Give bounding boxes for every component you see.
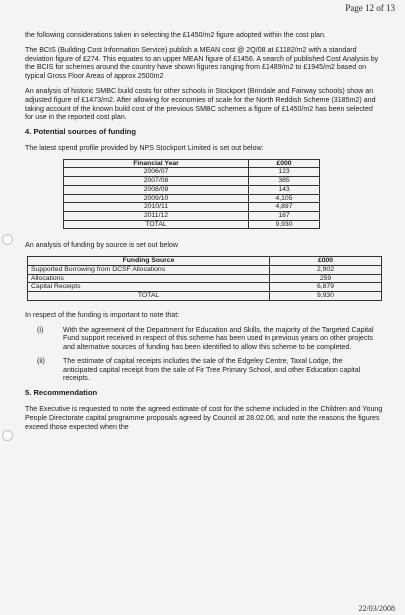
- table-row: [64, 177, 320, 186]
- table-cell: 143: [249, 185, 320, 194]
- column-header: £000: [249, 159, 320, 168]
- table-cell: 123: [249, 168, 320, 177]
- table-row: [64, 211, 320, 220]
- paragraph: The latest spend profile provided by NPS Stockport Limited is set out below:: [25, 143, 264, 152]
- table-cell: 4,897: [249, 203, 320, 212]
- section-heading: 4. Potential sources of funding: [25, 127, 136, 137]
- paragraph: In respect of the funding is important to note that:: [25, 310, 180, 319]
- table-cell: 2008/09: [64, 185, 249, 194]
- paragraph: The Executive is requested to note the agreed estimate of cost for the scheme included in the Children and Young People Directorate capital programme proposals agreed by Council at 28.02.06, and note the reasons the figures exceed those expected when the: [25, 405, 383, 431]
- table-cell: 2,902: [270, 265, 382, 274]
- paragraph: An analysis of funding by source is set out below: [25, 241, 178, 250]
- funding-source-table: [27, 256, 382, 301]
- table-cell: 6,879: [270, 283, 382, 292]
- table-cell: 187: [249, 211, 320, 220]
- table-cell: 385: [249, 177, 320, 186]
- paragraph: The BCIS (Building Cost Information Service) publish a MEAN cost @ 2Q/08 at £1182/m2 with a standard deviation figure of £274. This equates to an upper MEAN figure of £1456. A search of published Cost Analysis by the BCIS for schemes around the country have shown figures ranging from £1489/m2 to £1945/m2 based on typical Gross Floor Areas of approx 2500m2: [25, 45, 379, 81]
- table-cell: Capital Receipts: [28, 283, 270, 292]
- table-cell: 2006/07: [64, 168, 249, 177]
- note-item: [25, 357, 383, 383]
- table-cell: 2009/10: [64, 194, 249, 203]
- table-cell: Supported Borrowing from DCSF Allocations: [28, 265, 270, 274]
- table-row: [28, 265, 382, 274]
- table-cell: 2010/11: [64, 203, 249, 212]
- note-item: [25, 326, 383, 352]
- table-header-row: [28, 257, 382, 266]
- table-row: [64, 194, 320, 203]
- total-value: 9,930: [270, 292, 382, 301]
- table-header-row: [64, 159, 320, 168]
- table-total-row: [28, 292, 382, 301]
- column-header: Funding Source: [28, 257, 270, 266]
- column-header: £000: [270, 257, 382, 266]
- table-row: [28, 283, 382, 292]
- note-text: With the agreement of the Department for Education and Skills, the majority of the Targeted Capital Fund support received in respect of this scheme has been used in previous years on other projects and alternative sources of funding has been identified to allow this scheme to be completed.: [63, 325, 374, 352]
- table-row: [64, 203, 320, 212]
- table-row: [28, 274, 382, 283]
- total-label: TOTAL: [64, 220, 249, 229]
- table-cell: 4,105: [249, 194, 320, 203]
- table-cell: Allocations: [28, 274, 270, 283]
- table-row: [64, 185, 320, 194]
- spend-profile-table: [63, 159, 320, 230]
- punch-hole: [2, 430, 13, 441]
- table-cell: 259: [270, 274, 382, 283]
- document-body: [25, 31, 383, 437]
- paragraph: the following considerations taken in selecting the £1450/m2 figure adopted within the cost plan.: [25, 31, 326, 39]
- note-text: The estimate of capital receipts includes the sale of the Edgeley Centre, Taxal Lodge, the anticipated capital receipt from the sale of Fir Tree Primary School, and other Education capital receipts.: [63, 356, 361, 383]
- total-label: TOTAL: [28, 292, 270, 301]
- column-header: Financial Year: [64, 159, 249, 168]
- table-row: [64, 168, 320, 177]
- table-cell: 2007/08: [64, 177, 249, 186]
- footer-date: 22/03/2008: [358, 604, 395, 613]
- note-number: (i): [37, 325, 44, 334]
- table-total-row: [64, 220, 320, 229]
- paragraph: An analysis of historic SMBC build costs for other schools in Stockport (Brindale and Fairway schools) show an adjusted figure of £1473/m2. After allowing for economies of scale for the North Reddish Scheme (3185m2) and taking account of the known build cost of the previous SMBC schemes a figure of £1450/m2 has been selected for use in the reported cost plan.: [25, 86, 376, 122]
- punch-hole: [2, 234, 13, 245]
- section-heading: 5. Recommendation: [25, 388, 98, 398]
- note-number: (ii): [37, 356, 45, 365]
- total-value: 9,930: [249, 220, 320, 229]
- table-cell: 2011/12: [64, 211, 249, 220]
- page-number: Page 12 of 13: [345, 3, 395, 13]
